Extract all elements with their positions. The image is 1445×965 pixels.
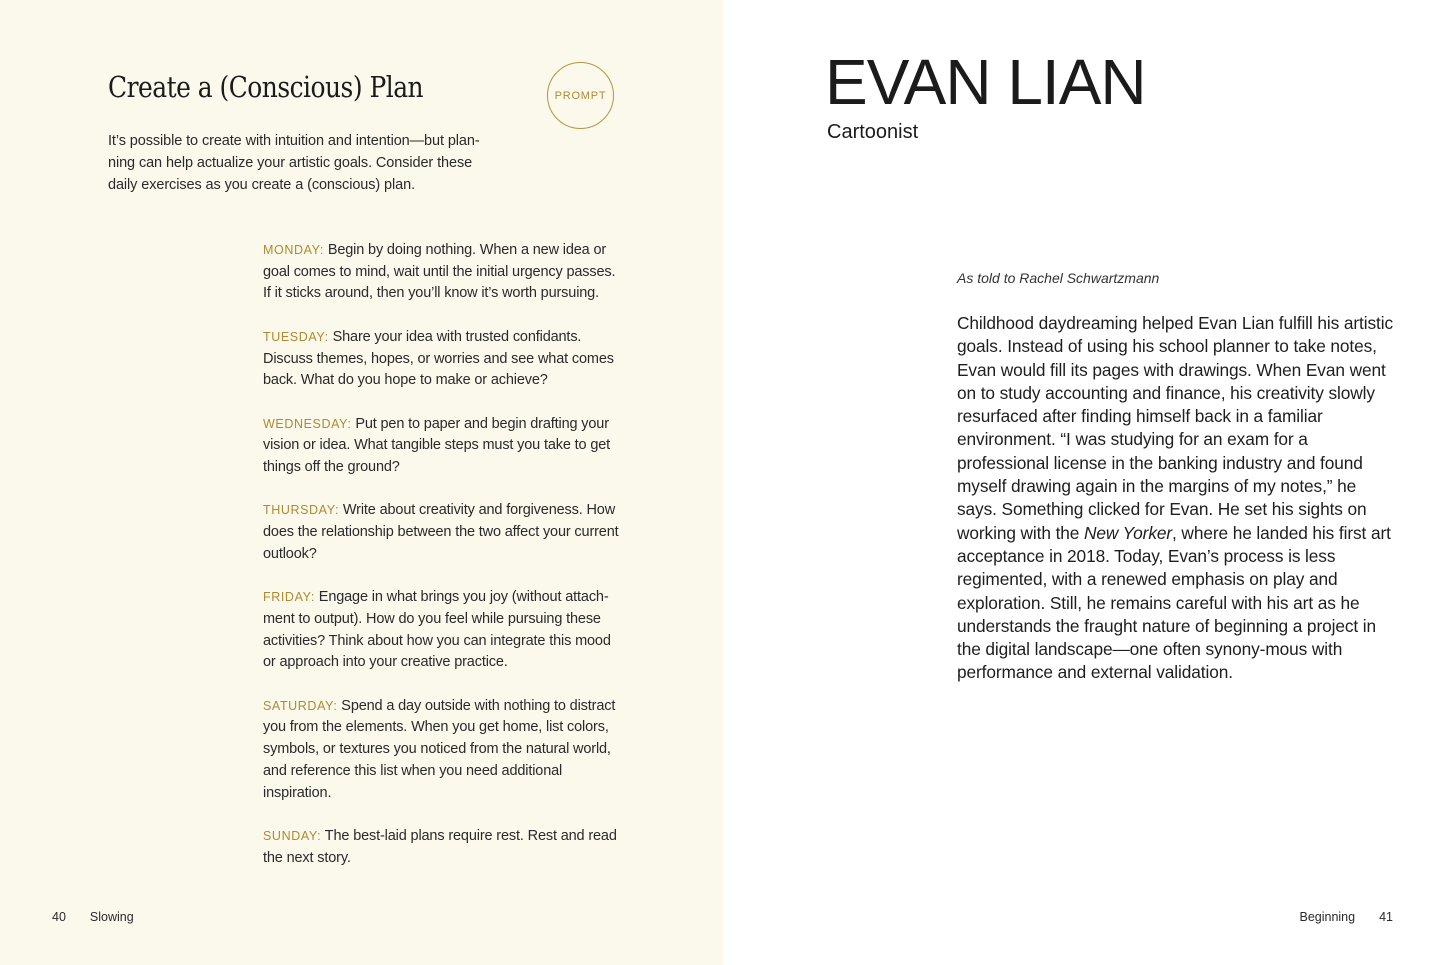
folio-left xyxy=(52,910,134,924)
day-monday xyxy=(263,240,625,305)
day-text: The best-laid plans require rest. Rest and read the next story. xyxy=(263,827,617,866)
story-text-continued: , where he landed his first art acceptance in 2018. Today, Evan’s process is less regimented, with a renewed emphasis on play and exploration. Still, he remains careful with his art as he understands the fraught nature of beginning a project in the digital landscape—one often synony-mous with performance and external validation. xyxy=(957,522,1391,683)
day-saturday xyxy=(263,696,625,805)
day-text: Spend a day outside with nothing to distract you from the elements. When you get home, list colors, symbols, or textures you noticed from the natural world, and reference this list when you need additional inspiration. xyxy=(263,697,616,801)
day-label: FRIDAY: xyxy=(263,590,315,605)
day-text: Write about creativity and forgiveness. How does the relationship between the two affect your current outlook? xyxy=(263,502,619,562)
day-text: Share your idea with trusted confidants. Discuss themes, hopes, or worries and see what comes back. What do you hope to make or achieve? xyxy=(263,328,614,389)
intro-paragraph: It’s possible to create with intuition and intention—but plan-ning can help actualize your artistic goals. Consider these daily exercises as you create a (conscious) plan. xyxy=(108,133,480,193)
day-thursday xyxy=(263,500,625,565)
page-number: 41 xyxy=(1379,910,1393,924)
prompt-badge-label: PROMPT xyxy=(554,89,607,102)
page-number: 40 xyxy=(52,910,66,924)
section-name: Beginning xyxy=(1299,910,1356,924)
day-label: THURSDAY: xyxy=(263,503,340,518)
day-label: TUESDAY: xyxy=(263,329,329,344)
day-text: Begin by doing nothing. When a new idea or goal comes to mind, wait until the initial urgency passes. If it sticks around, then you’ll know it’s worth pursuing. xyxy=(263,242,616,302)
right-page xyxy=(723,0,1445,965)
day-friday xyxy=(263,587,625,674)
author-credit: As told to Rachel Schwartzmann xyxy=(957,270,1160,286)
day-text: Engage in what brings you joy (without attach-ment to output). How do you feel while pursuing these activities? Think about how you can integrate this mood or approach into your creative practice. xyxy=(263,589,611,671)
folio-right xyxy=(1299,910,1393,924)
story-text: Childhood daydreaming helped Evan Lian fulfill his artistic goals. Instead of using his school planner to take notes, Evan would fill its pages with drawings. When Evan went on to study accounting and finance, his creativity slowly resurfaced after finding himself back in a familiar environment. “I was studying for an exam for a professional license in the banking industry and found myself drawing again in the margins of my notes,” he says. Something clicked for Evan. He set his sights on working with the xyxy=(957,313,1393,543)
day-label: SATURDAY: xyxy=(263,698,338,713)
day-wednesday xyxy=(263,414,625,479)
page-title: Create a (Conscious) Plan xyxy=(108,70,424,104)
profile-role: Cartoonist xyxy=(827,121,919,143)
day-text: Put pen to paper and begin drafting your vision or idea. What tangible steps must you take to get things off the ground? xyxy=(263,415,611,475)
day-sunday xyxy=(263,826,625,869)
day-label: SUNDAY: xyxy=(263,828,322,843)
day-tuesday xyxy=(263,327,625,392)
profile-name: EVAN LIAN xyxy=(825,46,1146,118)
prompt-badge xyxy=(547,62,614,129)
day-label: MONDAY: xyxy=(263,243,324,257)
publication-name: New Yorker xyxy=(1084,522,1173,543)
daily-exercises xyxy=(263,240,625,869)
section-name: Slowing xyxy=(89,910,134,924)
story-paragraph xyxy=(957,312,1397,685)
day-label: WEDNESDAY: xyxy=(263,416,352,431)
